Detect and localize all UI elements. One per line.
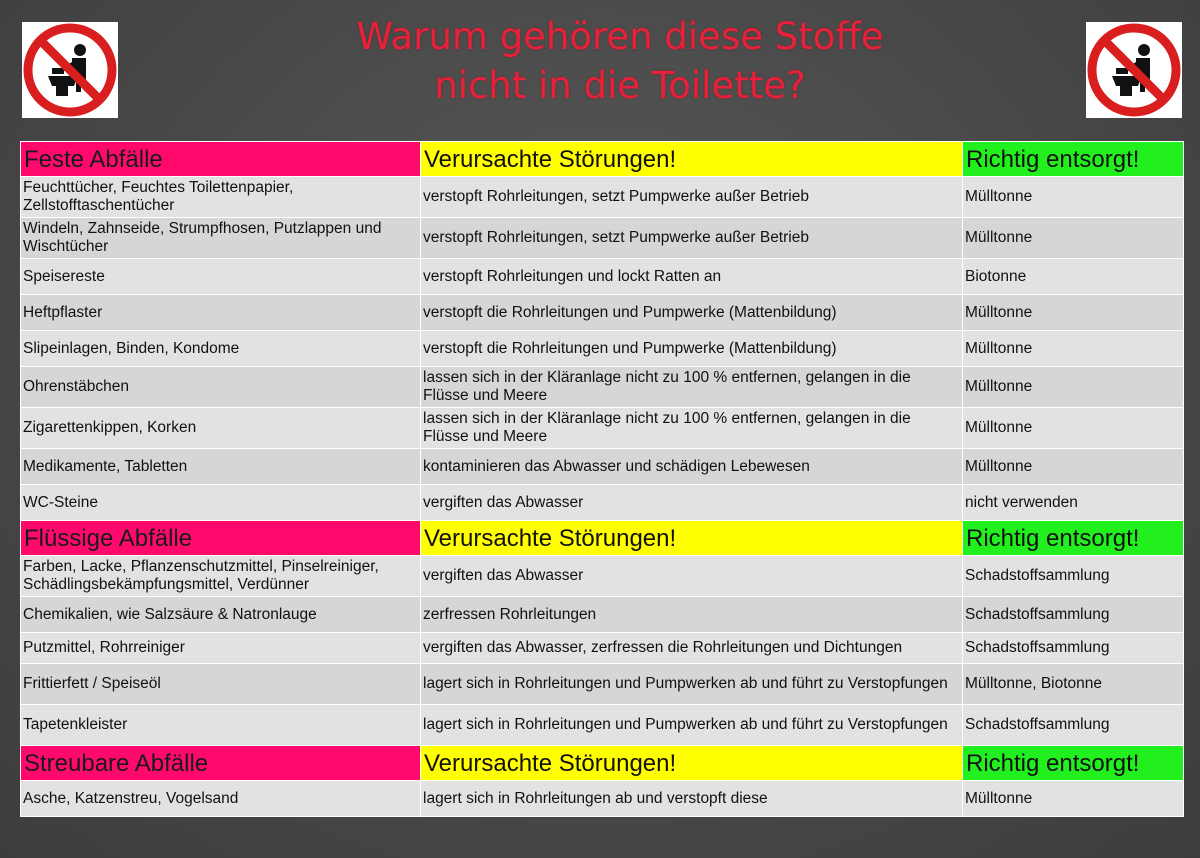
header-problems: Verursachte Störungen! [421,746,963,781]
table-row [21,259,1184,295]
problem-text: verstopft die Rohrleitungen und Pumpwerke (Mattenbildung) [421,295,963,331]
table-row [21,664,1184,705]
disposal-text: Mülltonne [963,218,1184,259]
section-header-granular [21,746,1184,781]
disposal-table [20,141,1184,817]
header-disposal: Richtig entsorgt! [963,521,1184,556]
waste-item: Asche, Katzenstreu, Vogelsand [21,781,421,817]
disposal-text: Schadstoffsammlung [963,633,1184,664]
section-header-liquid [21,521,1184,556]
waste-item: WC-Steine [21,485,421,521]
table-row [21,408,1184,449]
problem-text: lassen sich in der Kläranlage nicht zu 100 % entfernen, gelangen in die Flüsse und Meere [421,367,963,408]
table-row [21,331,1184,367]
problem-text: vergiften das Abwasser, zerfressen die Rohrleitungen und Dichtungen [421,633,963,664]
problem-text: zerfressen Rohrleitungen [421,597,963,633]
header-disposal: Richtig entsorgt! [963,142,1184,177]
problem-text: lassen sich in der Kläranlage nicht zu 100 % entfernen, gelangen in die Flüsse und Meere [421,408,963,449]
problem-text: lagert sich in Rohrleitungen und Pumpwerken ab und führt zu Verstopfungen [421,664,963,705]
problem-text: verstopft Rohrleitungen, setzt Pumpwerke außer Betrieb [421,177,963,218]
disposal-text: Mülltonne, Biotonne [963,664,1184,705]
table-row [21,633,1184,664]
problem-text: verstopft Rohrleitungen, setzt Pumpwerke außer Betrieb [421,218,963,259]
header-problems: Verursachte Störungen! [421,142,963,177]
problem-text: verstopft die Rohrleitungen und Pumpwerke (Mattenbildung) [421,331,963,367]
problem-text: vergiften das Abwasser [421,485,963,521]
disposal-text: Mülltonne [963,295,1184,331]
waste-item: Zigarettenkippen, Korken [21,408,421,449]
disposal-text: Mülltonne [963,367,1184,408]
waste-item: Speisereste [21,259,421,295]
table-row [21,781,1184,817]
disposal-text: Mülltonne [963,781,1184,817]
section-header-solid [21,142,1184,177]
header-problems: Verursachte Störungen! [421,521,963,556]
header-waste-type: Flüssige Abfälle [21,521,421,556]
disposal-text: Biotonne [963,259,1184,295]
disposal-text: Schadstoffsammlung [963,556,1184,597]
no-toilet-disposal-icon [1086,22,1182,118]
problem-text: verstopft Rohrleitungen und lockt Ratten an [421,259,963,295]
page-title [300,12,940,110]
problem-text: kontaminieren das Abwasser und schädigen Lebewesen [421,449,963,485]
waste-item: Frittierfett / Speiseöl [21,664,421,705]
title-line-1: Warum gehören diese Stoffe [356,15,884,58]
disposal-text: Mülltonne [963,331,1184,367]
table-row [21,556,1184,597]
waste-item: Farben, Lacke, Pflanzenschutzmittel, Pinselreiniger, Schädlingsbekämpfungsmittel, Verdünner [21,556,421,597]
waste-item: Feuchttücher, Feuchtes Toilettenpapier, Zellstofftaschentücher [21,177,421,218]
problem-text: lagert sich in Rohrleitungen und Pumpwerken ab und führt zu Verstopfungen [421,705,963,746]
disposal-text: Schadstoffsammlung [963,597,1184,633]
disposal-text: Mülltonne [963,408,1184,449]
waste-item: Putzmittel, Rohrreiniger [21,633,421,664]
table-row [21,485,1184,521]
waste-item: Ohrenstäbchen [21,367,421,408]
header-waste-type: Feste Abfälle [21,142,421,177]
waste-item: Chemikalien, wie Salzsäure & Natronlauge [21,597,421,633]
table-row [21,218,1184,259]
problem-text: lagert sich in Rohrleitungen ab und verstopft diese [421,781,963,817]
table-row [21,705,1184,746]
title-line-2: nicht in die Toilette? [434,64,806,107]
waste-item: Medikamente, Tabletten [21,449,421,485]
disposal-text: Mülltonne [963,449,1184,485]
header-waste-type: Streubare Abfälle [21,746,421,781]
waste-item: Tapetenkleister [21,705,421,746]
waste-item: Heftpflaster [21,295,421,331]
header-disposal: Richtig entsorgt! [963,746,1184,781]
table-row [21,449,1184,485]
problem-text: vergiften das Abwasser [421,556,963,597]
waste-item: Windeln, Zahnseide, Strumpfhosen, Putzlappen und Wischtücher [21,218,421,259]
disposal-text: nicht verwenden [963,485,1184,521]
disposal-text: Mülltonne [963,177,1184,218]
waste-item: Slipeinlagen, Binden, Kondome [21,331,421,367]
table-row [21,367,1184,408]
table-row [21,597,1184,633]
table-row [21,177,1184,218]
no-toilet-disposal-icon [22,22,118,118]
table-row [21,295,1184,331]
disposal-text: Schadstoffsammlung [963,705,1184,746]
